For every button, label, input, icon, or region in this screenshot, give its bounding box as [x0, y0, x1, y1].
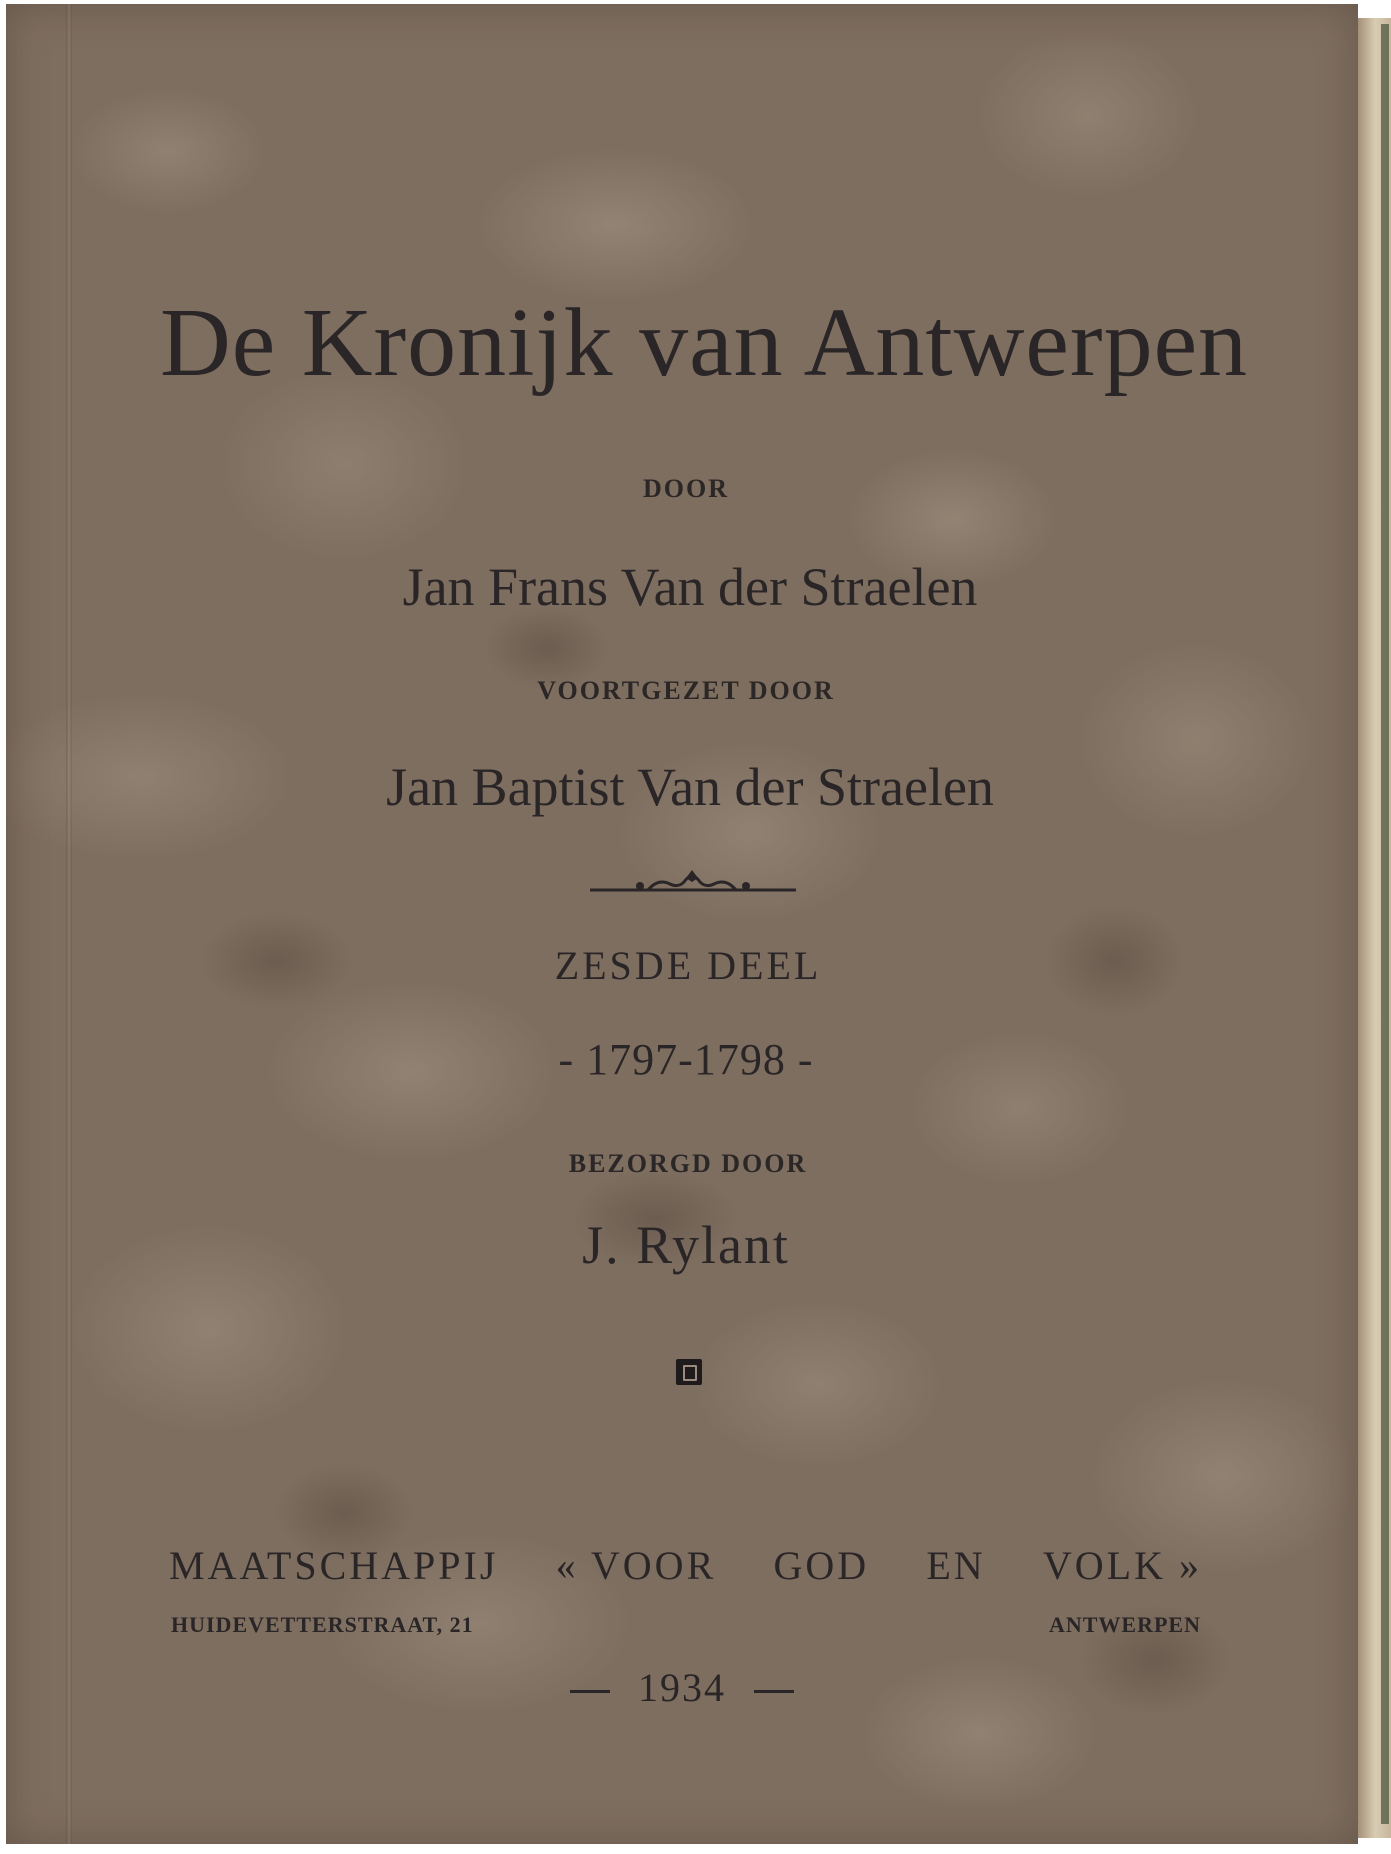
publisher-part-1: MAATSCHAPPIJ [169, 1543, 499, 1588]
continued-by-label: VOORTGEZET DOOR [537, 676, 835, 705]
publisher-part-3: GOD [773, 1543, 870, 1588]
square-publisher-mark-icon [676, 1359, 702, 1385]
publication-year-row [6, 1664, 1358, 1711]
publisher-part-2: « VOOR [555, 1543, 717, 1588]
author-2: Jan Baptist Van der Straelen [386, 757, 994, 817]
years-label: - 1797-1798 - [558, 1035, 814, 1084]
by-label: DOOR [643, 474, 729, 503]
book-cover [6, 4, 1358, 1844]
publisher-line [169, 1542, 1202, 1589]
spine-crease [66, 4, 72, 1844]
volume-label: ZESDE DEEL [554, 943, 822, 988]
address-row [171, 1612, 1201, 1638]
publisher-city: ANTWERPEN [1048, 1612, 1201, 1637]
cover-title: De Kronijk van Antwerpen [159, 289, 1249, 397]
back-cover-edge [1381, 24, 1389, 1824]
publisher-part-5: VOLK » [1042, 1543, 1202, 1588]
publication-year: 1934 [638, 1665, 726, 1710]
edited-by-label: BEZORGD DOOR [568, 1149, 808, 1178]
editor-name: J. Rylant [582, 1215, 790, 1275]
dash-left [570, 1690, 610, 1693]
flourish-ornament-icon [588, 864, 798, 898]
publisher-address: HUIDEVETTERSTRAAT, 21 [171, 1612, 474, 1637]
dash-right [754, 1690, 794, 1693]
publisher-part-4: EN [926, 1543, 986, 1588]
author-1: Jan Frans Van der Straelen [402, 557, 978, 617]
